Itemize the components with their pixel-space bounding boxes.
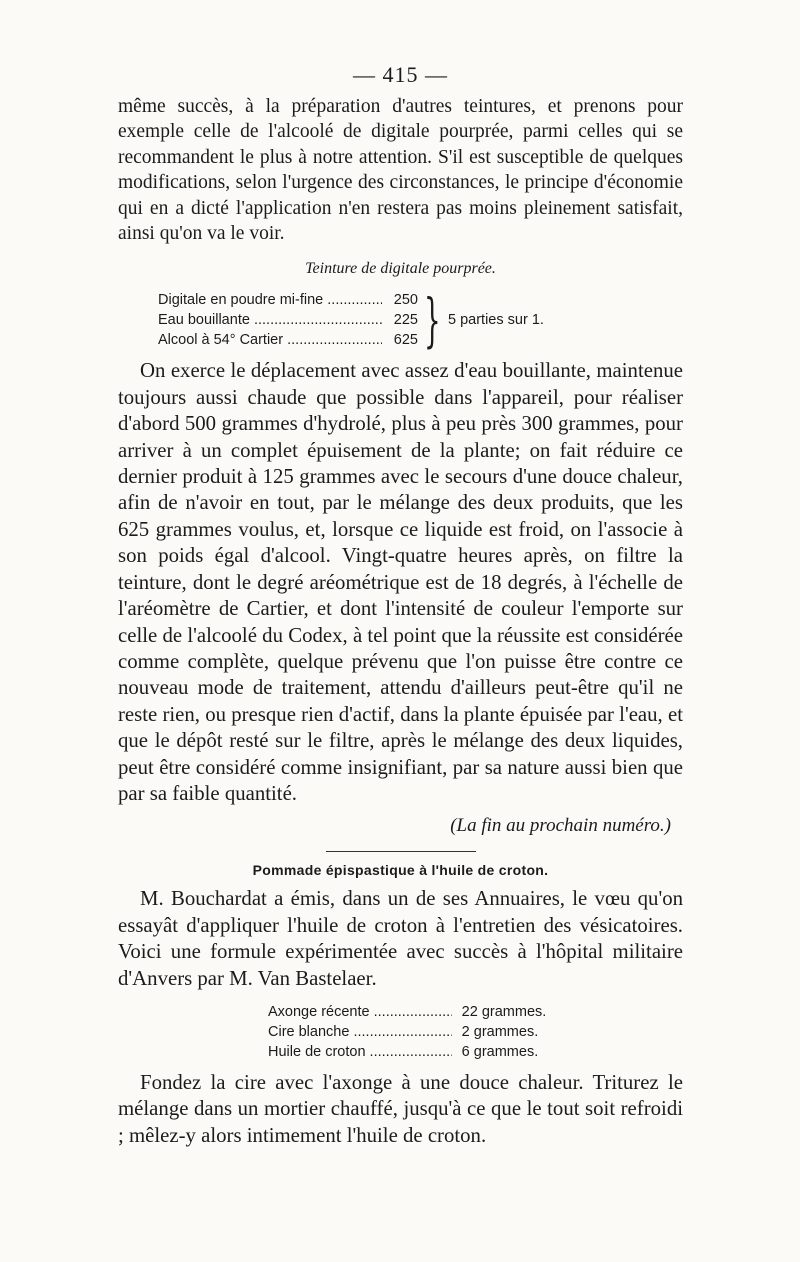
recipe-pommade — [268, 1002, 683, 1062]
recipe-digitale — [158, 286, 683, 355]
brace-icon: } — [424, 286, 441, 355]
recipe-row — [158, 330, 418, 350]
continued-note: (La fin au prochain numéro.) — [450, 815, 671, 837]
section-divider — [326, 851, 476, 852]
ingredient-name: Huile de croton ..... — [268, 1042, 452, 1062]
ingredient-qty: 250 — [393, 292, 418, 309]
paragraph-2: On exerce le déplacement avec assez d'eau bouillante, maintenue toujours aussi chaude que possible dans l'appareil, pour réaliser d'abord 500 grammes d'hydrolé, plus à peu près 300 grammes, pour arriver à un complet épuisement de la plante; on fait réduire ce dernier produit à 125 grammes avec le secours d'une douce chaleur, afin de n'avoir en tout, par le mélange des deux produits, que les 625 grammes voulus, et, lorsque ce liquide est froid, on l'associe à son poids égal d'alcool. Vingt-quatre heures après, on filtre la teinture, dont le degré aréométrique est de 18 degrés, à l'échelle de l'aréomètre de Cartier, et dont l'intensité de couleur l'emporte sur celle de l'alcoolé du Codex, à tel point que la réussite est considérée comme complète, quelque prévenu que l'on puisse être contre ce nouveau mode de traitement, attendu d'ailleurs peut-être qu'il ne reste rien, ou presque rien d'actif, dans la plante épuisée par l'eau, et que le dépôt resté sur le filtre, après le mélange des deux liquides, peut être considéré comme insignifiant, par sa nature aussi bien que par sa faible quantité. — [118, 359, 683, 805]
recipe-row — [268, 1022, 568, 1042]
ingredient-name: Eau bouillante ..... — [158, 310, 382, 330]
ingredient-qty: 225 — [393, 312, 418, 329]
recipe-title: Teinture de digitale pourprée. — [305, 260, 496, 278]
paragraph-1: même succès, à la préparation d'autres teintures, et prenons pour exemple celle de l'alcoolé de digitale pourprée, parmi celles qui se recommandent le plus à notre attention. S'il est susceptible de quelques modifications, selon l'urgence des circonstances, le principe d'économie qui en a dicté l'application n'en restera pas moins pleinement satisfait, ainsi qu'on va le voir. — [118, 96, 683, 245]
section-title: Pommade épispastique à l'huile de croton. — [252, 862, 549, 879]
ingredient-qty: 625 — [393, 332, 418, 349]
page-number: — 415 — — [353, 62, 448, 87]
ingredient-qty: 22 grammes. — [461, 1003, 547, 1020]
paragraph-4: Fondez la cire avec l'axonge à une douce chaleur. Triturez le mélange dans un mortier chauffé, jusqu'à ce que le tout soit refroidi ; mêlez-y alors intimement l'huile de croton. — [118, 1070, 683, 1147]
page — [118, 60, 683, 1149]
brace-note: 5 parties sur 1. — [448, 312, 544, 329]
ingredient-name: Cire blanche ..... — [268, 1022, 452, 1042]
ingredient-name: Alcool à 54° Cartier ..... — [158, 330, 382, 350]
ingredient-name: Axonge récente ..... — [268, 1002, 452, 1022]
ingredient-qty: 2 grammes. — [461, 1023, 539, 1040]
recipe-row — [268, 1002, 568, 1022]
ingredient-qty: 6 grammes. — [461, 1043, 539, 1060]
recipe-row — [268, 1042, 568, 1062]
recipe-row — [158, 310, 418, 330]
paragraph-3: M. Bouchardat a émis, dans un de ses Annuaires, le vœu qu'on essayât d'appliquer l'huile de croton à l'entretien des vésicatoires. Voici une formule expérimentée avec succès à l'hôpital militaire d'Anvers par M. Van Bastelaer. — [118, 887, 683, 990]
recipe-row — [158, 290, 418, 310]
ingredient-name: Digitale en poudre mi-fine ..... — [158, 290, 382, 310]
